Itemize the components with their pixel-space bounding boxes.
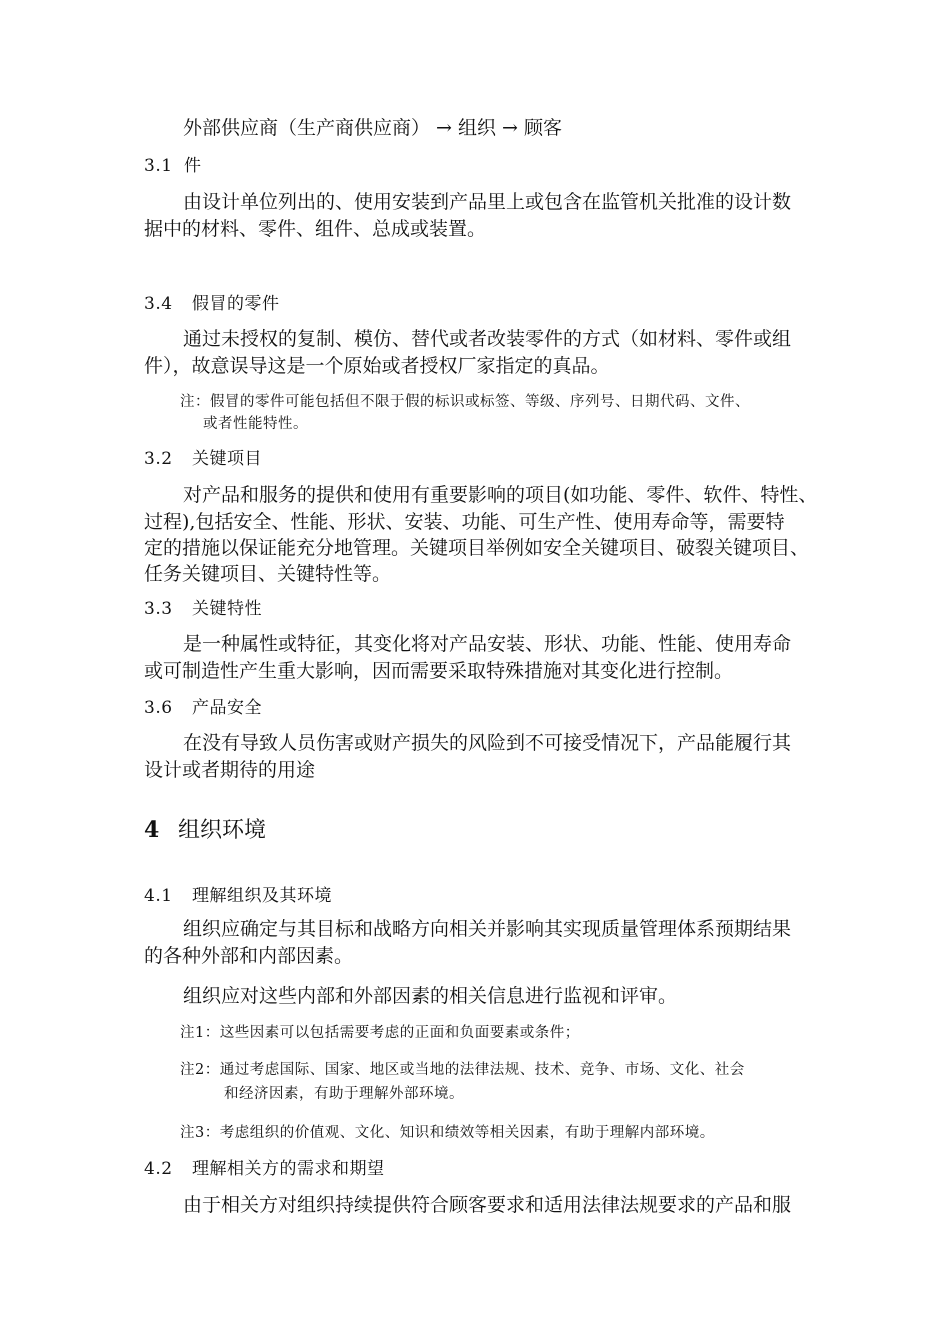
- paragraph-line: 设计或者期待的用途: [144, 759, 316, 781]
- section-3-4-heading: [144, 289, 280, 314]
- supply-chain-line: 外部供应商（生产商供应商） → 组织 → 顾客: [183, 117, 562, 139]
- paragraph-line: 组织应对这些内部和外部因素的相关信息进行监视和评审。: [183, 985, 678, 1007]
- note-line: 注2：通过考虑国际、国家、地区或当地的法律法规、技术、竞争、市场、文化、社会: [180, 1062, 745, 1078]
- paragraph-line: 组织应确定与其目标和战略方向相关并影响其实现质量管理体系预期结果: [183, 918, 792, 940]
- section-title: 关键项目: [192, 449, 262, 469]
- paragraph-line: 对产品和服务的提供和使用有重要影响的项目(如功能、零件、软件、特性、: [183, 484, 818, 506]
- section-number: 3.6: [144, 698, 173, 718]
- note-line: 注3：考虑组织的价值观、文化、知识和绩效等相关因素，有助于理解内部环境。: [180, 1125, 715, 1141]
- section-3-6-heading: [144, 693, 262, 718]
- chapter-title: 组织环境: [178, 818, 267, 843]
- section-3-1-heading: [144, 151, 202, 176]
- section-3-2-heading: [144, 444, 262, 469]
- note-line: 和经济因素，有助于理解外部环境。: [224, 1086, 464, 1102]
- section-title: 关键特性: [192, 599, 262, 619]
- paragraph-line: 据中的材料、零件、组件、总成或装置。: [144, 218, 487, 240]
- section-4-1-heading: [144, 881, 332, 906]
- paragraph-line: 由设计单位列出的、使用安装到产品里上或包含在监管机关批准的设计数: [183, 191, 792, 213]
- section-number: 3.3: [144, 599, 173, 619]
- section-number: 4.2: [144, 1159, 173, 1179]
- section-title: 理解相关方的需求和期望: [192, 1159, 385, 1179]
- section-4-2-heading: [144, 1154, 385, 1179]
- paragraph-line: 由于相关方对组织持续提供符合顾客要求和适用法律法规要求的产品和服: [183, 1194, 792, 1216]
- chapter-number: 4: [144, 817, 160, 843]
- section-number: 4.1: [144, 886, 173, 906]
- paragraph-line: 过程),包括安全、性能、形状、安装、功能、可生产性、使用寿命等，需要特: [144, 511, 785, 533]
- section-number: 3.2: [144, 449, 173, 469]
- paragraph-line: 是一种属性或特征，其变化将对产品安装、形状、功能、性能、使用寿命: [183, 633, 792, 655]
- note-line: 注1：这些因素可以包括需要考虑的正面和负面要素或条件；: [180, 1025, 580, 1041]
- section-title: 假冒的零件: [192, 294, 280, 314]
- section-number: 3.1: [144, 156, 173, 176]
- section-title: 产品安全: [192, 698, 262, 718]
- note-line: 注：假冒的零件可能包括但不限于假的标识或标签、等级、序列号、日期代码、文件、: [180, 394, 750, 410]
- paragraph-line: 在没有导致人员伤害或财产损失的风险到不可接受情况下，产品能履行其: [183, 732, 792, 754]
- chapter-4-heading: [144, 813, 266, 844]
- paragraph-line: 任务关键项目、关键特性等。: [144, 563, 392, 585]
- paragraph-line: 定的措施以保证能充分地管理。关键项目举例如安全关键项目、破裂关键项目、: [144, 537, 810, 559]
- paragraph-line: 或可制造性产生重大影响，因而需要采取特殊措施对其变化进行控制。: [144, 660, 734, 682]
- paragraph-line: 通过未授权的复制、模仿、替代或者改装零件的方式（如材料、零件或组: [183, 328, 792, 350]
- section-3-3-heading: [144, 594, 262, 619]
- paragraph-line: 的各种外部和内部因素。: [144, 945, 354, 967]
- note-line: 或者性能特性。: [203, 416, 308, 432]
- paragraph-line: 件），故意误导这是一个原始或者授权厂家指定的真品。: [144, 355, 610, 377]
- section-title: 件: [184, 156, 202, 176]
- section-number: 3.4: [144, 294, 173, 314]
- section-title: 理解组织及其环境: [192, 886, 332, 906]
